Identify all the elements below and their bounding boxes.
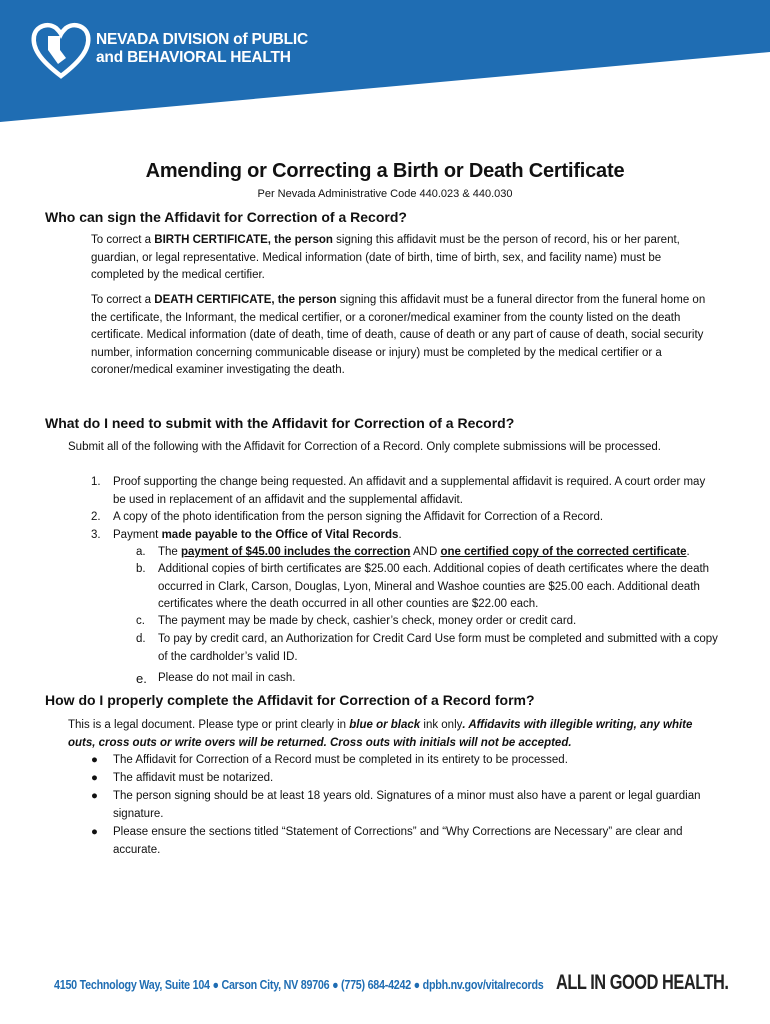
para1-bold: BIRTH CERTIFICATE, the person [154,234,333,246]
item1-text: Proof supporting the change being requested. An affidavit and a supplemental affidavit is required. A court order may be used in replacement of an affidavit and the supplemental affidavit. [113,476,706,506]
list-item [91,752,721,770]
intro-bold-italic2: . Affidavits with illegible writing, any white outs, cross outs or write overs will be returned. Cross outs with initials will not be accepted. [68,719,693,749]
para1-post: signing this affidavit must be the person of record, his or her parent, guardian, or legal representative. Medical information (date of birth, time of birth, sex, and facility name) must be completed by the medical certifier. [91,234,680,282]
para2-post: signing this affidavit must be a funeral director from the funeral home on the certificate, the Informant, the medical certifier, or a coroner/medical examiner from the county listed on the death certificate. Medical information (date of death, time of death, cause of death or any part of cause of death, social security number, information concerning communicable disease or injury) must be completed by the medical certifier or a coroner/medical examiner investigating the death. [91,294,706,377]
footer-tagline: ALL IN GOOD HEALTH. [556,971,729,994]
section1-heading: Who can sign the Affidavit for Correction of a Record? [45,209,407,225]
org-name-line1: NEVADA DIVISION of PUBLIC [96,31,309,48]
section3-intro [68,717,718,752]
sub-c-letter: c. [136,615,145,627]
item2-number: 2. [91,511,101,523]
bullet-icon: ● [91,772,98,784]
item3-pre: Payment [113,529,162,541]
sub-a-pre: The [158,546,182,558]
item3-bold: made payable to the Office of Vital Records [161,529,399,541]
sub-a-underline2: one certified copy of the corrected certificate [440,546,687,558]
section2-heading: What do I need to submit with the Affidavit for Correction of a Record? [45,415,515,431]
section2-intro: Submit all of the following with the Affidavit for Correction of a Record. Only complete submissions will be processed. [68,441,661,453]
sub-c-text: The payment may be made by check, cashier’s check, money order or credit card. [158,615,577,627]
sub-a-underline1: payment of $45.00 includes the correction [181,546,411,558]
sub-d-letter: d. [136,633,146,645]
bullet3-text: The person signing should be at least 18 years old. Signatures of a minor must also have a parent or legal guardian signature. [113,790,701,820]
item3-number: 3. [91,529,101,541]
para2-pre: To correct a [91,294,155,306]
page-subtitle: Per Nevada Administrative Code 440.023 & 440.030 [257,188,513,200]
section1-paragraph2 [91,292,715,380]
section1-paragraph1 [91,232,711,285]
item1-number: 1. [91,476,101,488]
org-name-line2: and BEHAVIORAL HEALTH [96,49,291,66]
sub-b-letter: b. [136,563,146,575]
intro-mid: ink only [420,719,463,731]
para1-pre: To correct a [91,234,155,246]
sub-list-item [136,670,726,688]
sub-e-letter: e. [136,671,147,686]
nevada-heart-logo-icon [30,20,92,80]
sub-list-item [136,561,726,614]
intro-pre: This is a legal document. Please type or print clearly in [68,719,350,731]
footer-address: 4150 Technology Way, Suite 104 ● Carson City, NV 89706 ● (775) 684-4242 ● dpbh.nv.gov/vitalrecords [54,978,544,992]
list-item [91,527,721,545]
item2-text: A copy of the photo identification from the person signing the Affidavit for Correction of a Record. [113,511,604,523]
bullet4-text: Please ensure the sections titled “Statement of Corrections” and “Why Corrections are Necessary” are clear and accurate. [113,826,683,856]
sub-list-item [136,631,726,666]
sub-a-mid: AND [410,546,441,558]
sub-b-text: Additional copies of birth certificates are $25.00 each. Additional copies of death certificates where the death occurred in Clark, Carson, Douglas, Lyon, Mineral and Washoe counties are $25.00 each. Additional death certificates where the death occurred in all other counties are $22.00 each. [158,563,710,611]
list-item [91,824,721,859]
list-item [91,509,721,527]
bullet-icon: ● [91,790,98,802]
sub-d-text: To pay by credit card, an Authorization for Credit Card Use form must be completed and submitted with a copy of the cardholder’s valid ID. [158,633,718,663]
intro-bold-italic: blue or black [349,719,421,731]
sub-list-item [136,613,726,631]
para2-bold: DEATH CERTIFICATE, the person [154,294,337,306]
bullet1-text: The Affidavit for Correction of a Record must be completed in its entirety to be processed. [113,754,568,766]
bullet-icon: ● [91,826,98,838]
sub-list-item [136,544,726,562]
sub-e-text: Please do not mail in cash. [158,672,296,684]
sub-a-letter: a. [136,546,146,558]
item3-post: . [398,529,402,541]
bullet-icon: ● [91,754,98,766]
section3-heading: How do I properly complete the Affidavit for Correction of a Record form? [45,692,535,708]
bullet2-text: The affidavit must be notarized. [113,772,274,784]
list-item [91,474,721,509]
sub-a-post: . [686,546,690,558]
org-name [96,31,308,67]
list-item [91,770,721,788]
list-item [91,788,721,823]
page-title: Amending or Correcting a Birth or Death Certificate [145,160,625,182]
